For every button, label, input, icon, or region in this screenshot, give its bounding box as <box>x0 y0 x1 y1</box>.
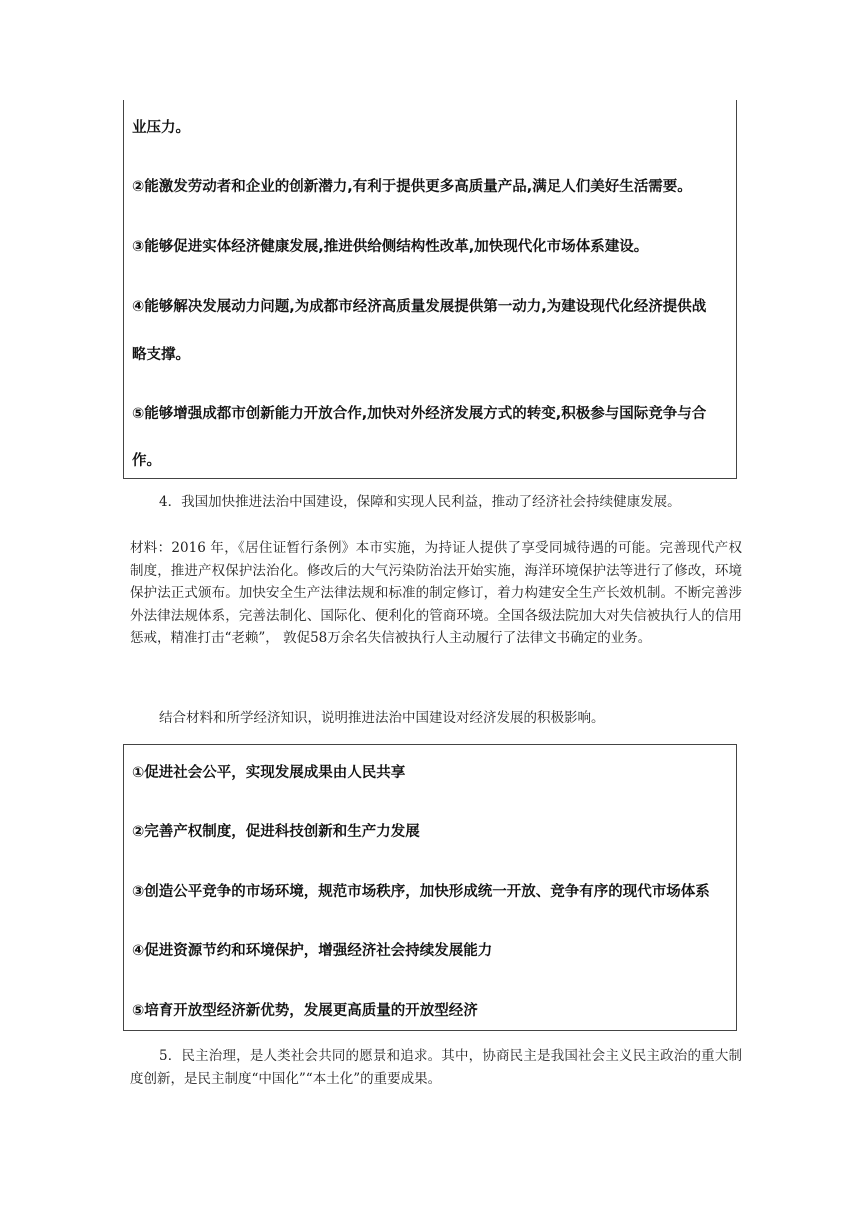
answer-line: 业压力。 <box>132 120 190 136</box>
answer-line: ⑤培育开放型经济新优势，发展更高质量的开放型经济 <box>132 1003 478 1019</box>
answer-line: 略支撑。 <box>132 347 190 363</box>
answer-box-2 <box>123 744 737 1031</box>
answer-line: ①促进社会公平，实现发展成果由人民共享 <box>132 765 406 781</box>
answer-line: ③创造公平竞争的市场环境，规范市场秩序，加快形成统一开放、竞争有序的现代市场体系 <box>132 884 710 900</box>
answer-line: ④能够解决发展动力问题,为成都市经济高质量发展提供第一动力,为建设现代化经济提供战 <box>132 299 707 315</box>
material-paragraph: 材料：2016 年，《居住证暂行条例》本市实施，为持证人提供了享受同城待遇的可能。完善现代产权制度，推进产权保护法治化。修改后的大气污染防治法开始实施，海洋环境保护法等进行了修改，环境保护法正式颁布。加快安全生产法律法规和标准的制定修订，着力构建安全生产长效机制。不断完善涉外法律法规体系，完善法制化、国际化、便利化的管商环境。全国各级法院加大对失信被执行人的信用惩戒，精准打击“老赖”， 敦促58万余名失信被执行人主动履行了法律文书确定的业务。 <box>130 540 742 646</box>
question-4-prompt <box>130 707 742 730</box>
answer-line: ③能够促进实体经济健康发展,推进供给侧结构性改革,加快现代化市场体系建设。 <box>132 239 649 255</box>
answer-line: ②能激发劳动者和企业的创新潜力,有利于提供更多高质量产品,满足人们美好生活需要。 <box>132 179 692 195</box>
question-stem: 4．我国加快推进法治中国建设，保障和实现人民利益，推动了经济社会持续健康发展。 <box>159 494 681 510</box>
answer-line: ⑤能够增强成都市创新能力开放合作,加快对外经济发展方式的转变,积极参与国际竞争与合 <box>132 406 707 422</box>
question-4-material <box>130 537 742 650</box>
question-4-stem <box>130 491 742 514</box>
answer-line: ②完善产权制度，促进科技创新和生产力发展 <box>132 824 420 840</box>
answer-line: 作。 <box>132 453 161 469</box>
question-5-stem <box>130 1045 742 1090</box>
answer-box-1 <box>123 100 737 479</box>
question-prompt: 结合材料和所学经济知识，说明推进法治中国建设对经济发展的积极影响。 <box>159 710 605 726</box>
question-stem: 5．民主治理，是人类社会共同的愿景和追求。其中，协商民主是我国社会主义民主政治的重大制度创新，是民主制度“中国化”“本土化”的重要成果。 <box>130 1048 742 1087</box>
answer-line: ④促进资源节约和环境保护，增强经济社会持续发展能力 <box>132 943 493 959</box>
